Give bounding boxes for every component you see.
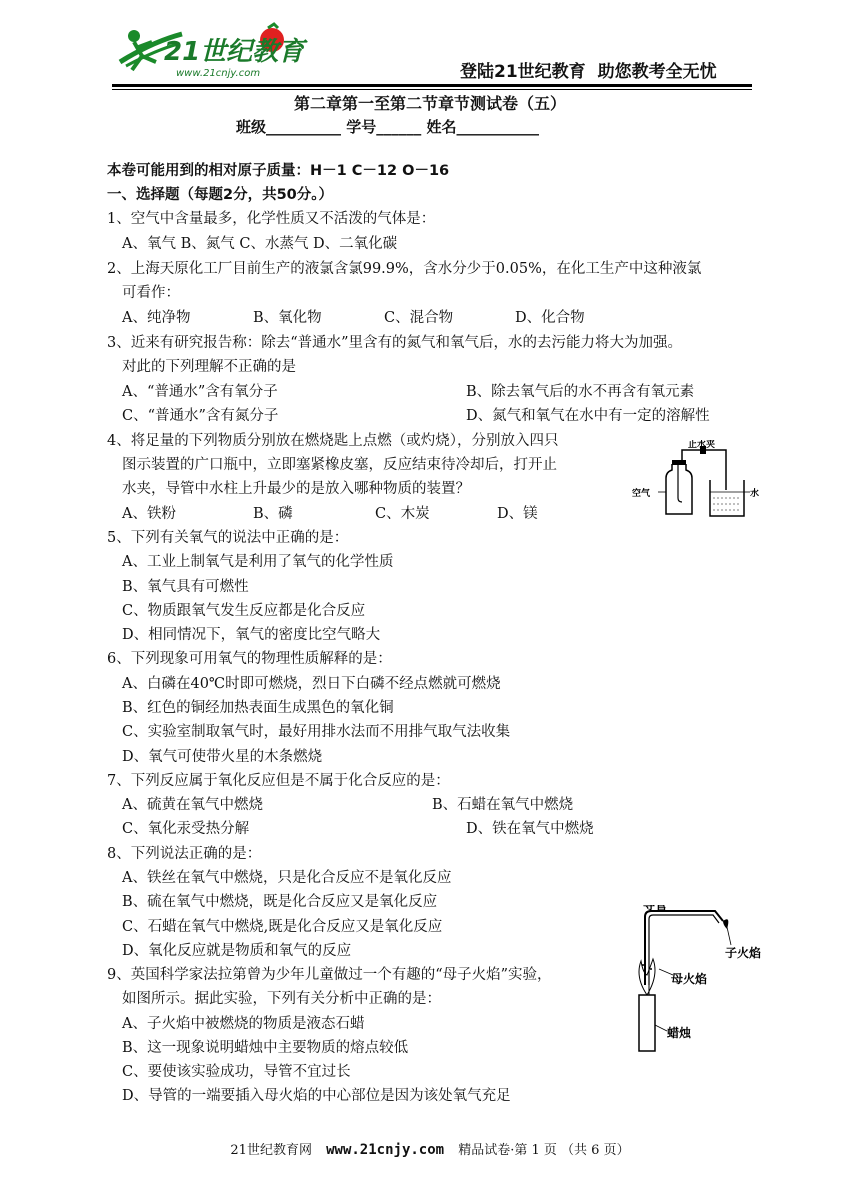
question-4-option-c: C、木炭 [375,506,430,522]
page-title: 第二章第一至第二节章节测试卷（五） [293,94,566,113]
question-6-option-a: A、白磷在40℃时即可燃烧，烈日下白磷不经点燃就可燃烧 [122,676,501,692]
question-2-option-b: B、氧化物 [253,310,322,326]
question-8-option-d: D、氧化反应就是物质和氧气的反应 [122,943,352,959]
header-divider-thin [112,89,752,90]
question-7-option-a: A、硫黄在氧气中燃烧 [122,797,263,813]
question-7-option-c: C、氧化汞受热分解 [122,821,250,837]
question-9-stem: 9、英国科学家法拉第曾为少年儿童做过一个有趣的“母子火焰”实验， [107,967,552,983]
question-3-option-a: A、“普通水”含有氧分子 [122,384,278,400]
question-8-stem: 8、下列说法正确的是： [107,846,262,862]
page-footer [0,1139,860,1158]
figure-label-water: 水 [750,489,760,499]
question-7-stem: 7、下列反应属于氧化反应但是不属于化合反应的是： [107,773,450,789]
question-2-option-a: A、纯净物 [122,310,191,326]
question-8-option-b: B、硫在氧气中燃烧，既是化合反应又是氧化反应 [122,894,438,910]
question-2-stem: 2、上海天原化工厂目前生产的液氯含氯99.9%，含水分少于0.05%，在化工生产中这种液氯 [107,261,702,277]
question-4-stem-cont: 图示装置的广口瓶中，立即塞紧橡皮塞，反应结束待冷却后，打开止 [122,457,557,473]
footer-page-info: 精品试卷·第 1 页 （共 6 页） [458,1143,630,1158]
question-4-option-d: D、镁 [497,506,538,522]
figure-label-candle: 蜡烛 [667,1026,692,1040]
question-3-option-b: B、除去氧气后的水不再含有氧元素 [466,384,695,400]
question-9-option-b: B、这一现象说明蜡烛中主要物质的熔点较低 [122,1040,409,1056]
footer-url[interactable]: www.21cnjy.com [326,1142,445,1158]
atomic-mass-note: 本卷可能用到的相对原子质量：H－1 C－12 O－16 [107,163,450,179]
question-9-option-c: C、要使该实验成功，导管不宜过长 [122,1064,351,1080]
question-1-stem: 1、空气中含量最多，化学性质又不活泼的气体是： [107,211,436,227]
footer-site-name: 21世纪教育网 [230,1143,312,1158]
logo-graphic [112,22,312,84]
question-9-option-a: A、子火焰中被燃烧的物质是液态石蜡 [122,1016,365,1032]
figure-label-clamp: 止水夹 [688,440,716,450]
header-divider [112,84,752,87]
question-7-option-d: D、铁在氧气中燃烧 [466,821,594,837]
logo-text: 21世纪教育 [164,37,305,67]
question-2-stem-cont: 可看作： [122,285,180,301]
question-6-option-d: D、氧气可使带火星的木条燃烧 [122,749,323,765]
question-5-stem: 5、下列有关氧气的说法中正确的是： [107,530,349,546]
question-9-option-d: D、导管的一端要插入母火焰的中心部位是因为该处氧气充足 [122,1088,511,1104]
question-6-option-c: C、实验室制取氧气时，最好用排水法而不用排气取气法收集 [122,724,511,740]
question-4-option-a: A、铁粉 [122,506,176,522]
question-5-option-d: D、相同情况下，氧气的密度比空气略大 [122,627,381,643]
question-3-stem-cont: 对此的下列理解不正确的是 [122,359,296,375]
question-2-option-c: C、混合物 [384,310,454,326]
question-6-stem: 6、下列现象可用氧气的物理性质解释的是： [107,651,392,667]
question-5-option-a: A、工业上制氧气是利用了氧气的化学性质 [122,554,394,570]
figure-label-tube: 导管 [643,905,668,912]
figure-label-mother-flame: 母火焰 [671,972,708,986]
question-8-option-a: A、铁丝在氧气中燃烧，只是化合反应不是氧化反应 [122,870,452,886]
question-6-option-b: B、红色的铜经加热表面生成黑色的氧化铜 [122,700,394,716]
question-4-option-b: B、磷 [253,506,293,522]
question-9-candle-figure [615,905,775,1055]
question-8-option-c: C、石蜡在氧气中燃烧,既是化合反应又是氧化反应 [122,919,443,935]
question-4-stem-cont2: 水夹，导管中水柱上升最少的是放入哪种物质的装置？ [122,481,470,497]
site-logo [112,22,312,84]
figure-label-air: 空气 [632,489,651,499]
question-4-stem: 4、将足量的下列物质分别放在燃烧匙上点燃（或灼烧），分别放入四只 [107,433,559,449]
student-info-line: 班级__________ 学号______ 姓名___________ [236,118,539,136]
question-4-apparatus-figure [630,440,760,520]
question-7-option-b: B、石蜡在氧气中燃烧 [432,797,574,813]
question-1-options: A、氧气 B、氮气 C、水蒸气 D、二氧化碳 [122,236,398,252]
logo-url: www.21cnjy.com [176,68,261,79]
question-5-option-b: B、氧气具有可燃性 [122,579,249,595]
question-3-stem: 3、近来有研究报告称：除去“普通水”里含有的氮气和氧气后，水的去污能力将大为加强。 [107,335,683,351]
question-5-option-c: C、物质跟氧气发生反应都是化合反应 [122,603,366,619]
figure-label-child-flame: 子火焰 [725,946,762,960]
question-3-option-d: D、氮气和氧气在水中有一定的溶解性 [466,408,710,424]
header-slogan: 登陆21世纪教育 助您教考全无忧 [460,62,717,82]
section-heading: 一、选择题（每题2分，共50分。） [107,187,334,203]
question-2-option-d: D、化合物 [515,310,585,326]
question-3-option-c: C、“普通水”含有氮分子 [122,408,279,424]
question-9-stem-cont: 如图所示。据此实验，下列有关分析中正确的是： [122,991,441,1007]
